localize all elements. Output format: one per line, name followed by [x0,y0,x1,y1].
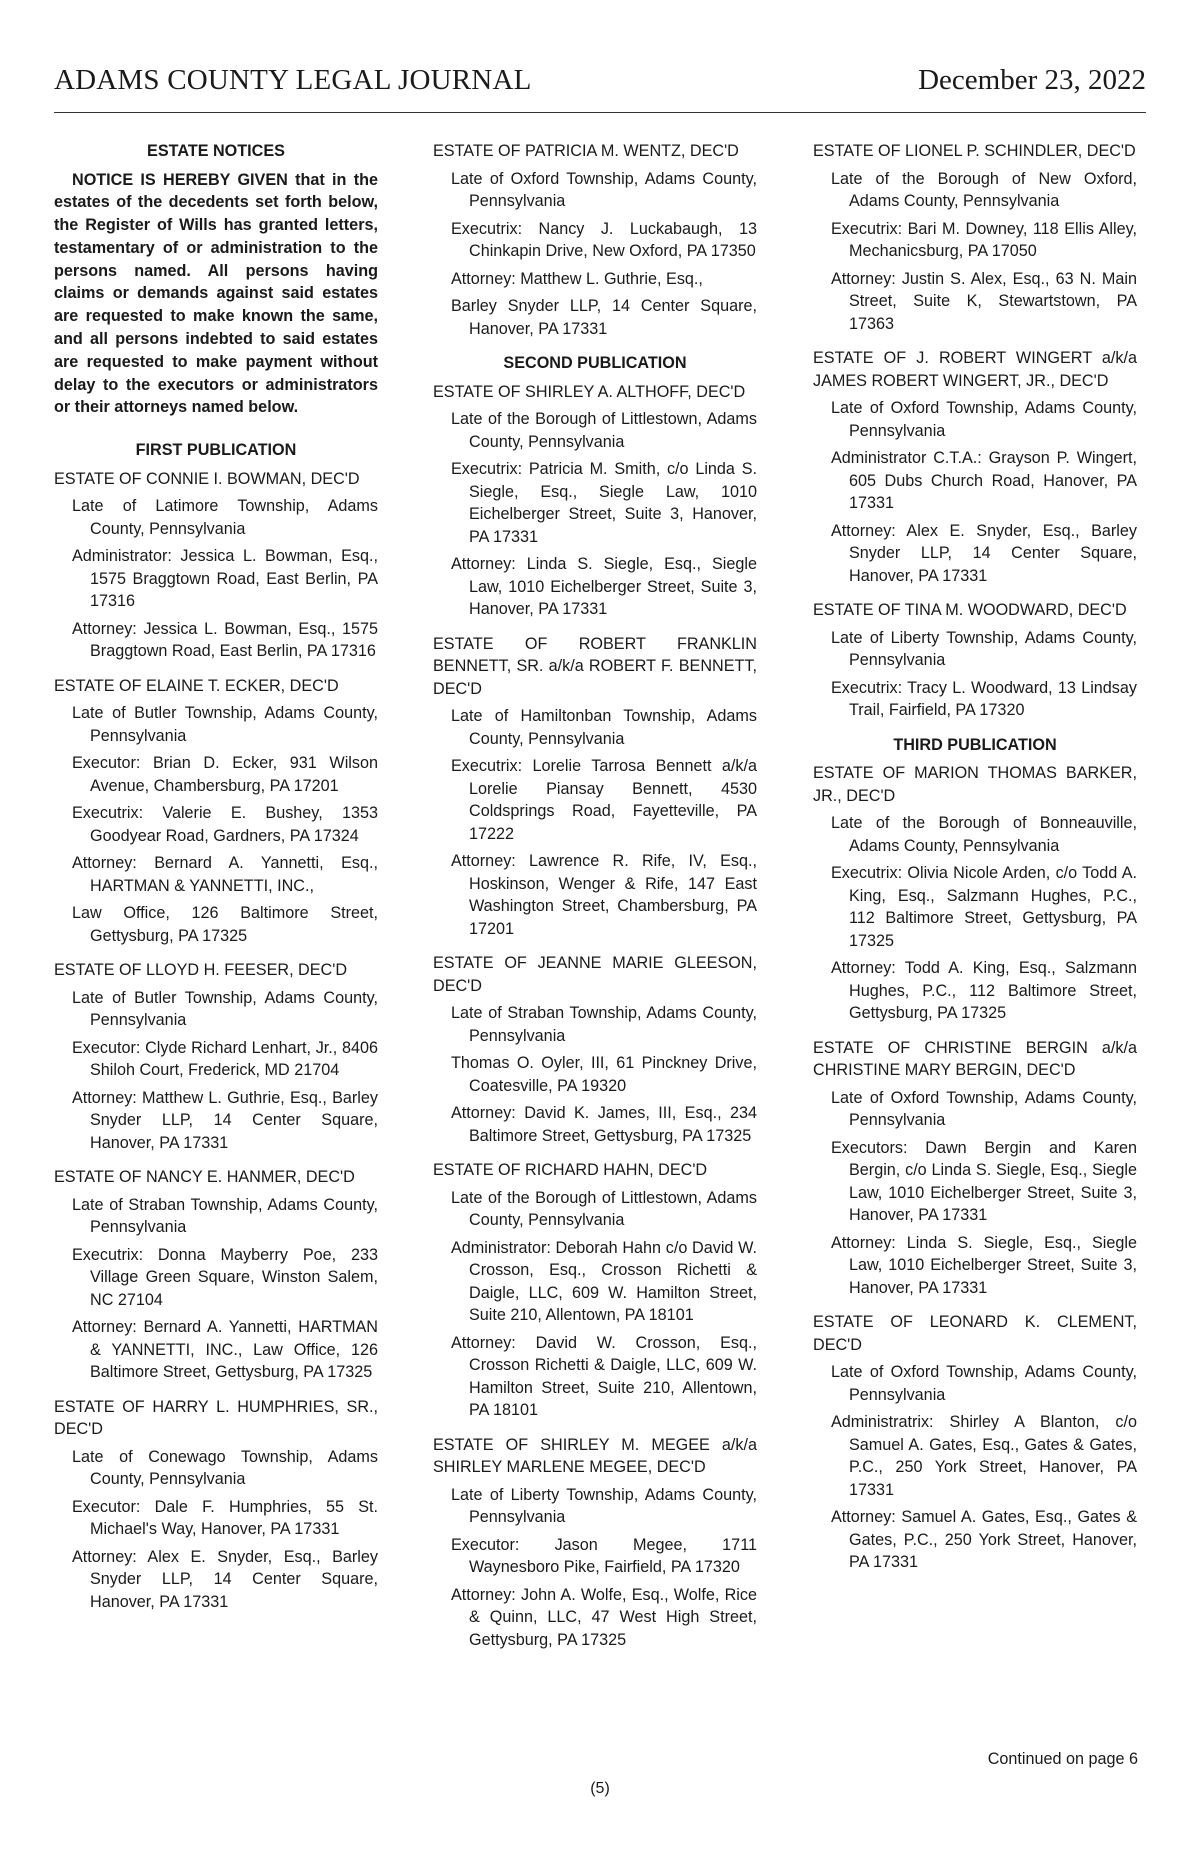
estate-name: ESTATE OF ROBERT FRANKLIN BENNETT, SR. a/k/a ROBERT F. BENNETT, DEC'D [433,634,757,698]
estate-detail: Attorney: Matthew L. Guthrie, Esq., [451,269,703,288]
estate-detail: Executor: Clyde Richard Lenhart, Jr., 8406 Shiloh Court, Frederick, MD 21704 [72,1038,378,1080]
estate-name: ESTATE OF RICHARD HAHN, DEC'D [433,1161,708,1179]
estate-detail: Late of Butler Township, Adams County, Pennsylvania [72,704,378,745]
estate-name: ESTATE OF NANCY E. HANMER, DEC'D [54,1168,355,1187]
estate-notice [54,1166,378,1384]
estate-detail: Attorney: Lawrence R. Rife, IV, Esq., Hoskinson, Wenger & Rife, 147 East Washington Street, Chambersburg, PA 17201 [451,852,757,938]
estate-detail: Administrator: Deborah Hahn c/o David W. Crosson, Esq., Crosson Richetti & Daigle, LLC, 609 W. Hamilton Street, Suite 210, Allentown, PA 18101 [451,1238,757,1324]
estate-detail: Executor: Brian D. Ecker, 931 Wilson Avenue, Chambersburg, PA 17201 [72,754,378,795]
estate-notice [433,952,757,1147]
estate-detail: Executor: Jason Megee, 1711 Waynesboro Pike, Fairfield, PA 17320 [451,1535,757,1576]
estate-detail: Administrator: Jessica L. Bowman, Esq., 1575 Braggtown Road, East Berlin, PA 17316 [72,547,378,611]
journal-title: ADAMS COUNTY LEGAL JOURNAL [54,64,532,96]
publication-heading: FIRST PUBLICATION [135,441,297,460]
estate-detail: Late of Conewago Township, Adams County, Pennsylvania [72,1447,378,1489]
column-2 [433,140,757,1663]
estate-detail: Attorney: Jessica L. Bowman, Esq., 1575 Braggtown Road, East Berlin, PA 17316 [72,619,378,661]
notices-heading: ESTATE NOTICES [147,142,285,160]
estate-detail: Attorney: John A. Wolfe, Esq., Wolfe, Rice & Quinn, LLC, 47 West High Street, Gettysburg, PA 17325 [451,1585,757,1649]
estate-name: ESTATE OF JEANNE MARIE GLEESON, DEC'D [433,954,757,995]
estate-notice [433,140,757,340]
estate-name: ESTATE OF LEONARD K. CLEMENT, DEC'D [813,1313,1137,1354]
page-number: (5) [590,1780,610,1797]
estate-detail: Attorney: Bernard A. Yannetti, HARTMAN & YANNETTI, INC., Law Office, 126 Baltimore Street, Gettysburg, PA 17325 [72,1318,378,1382]
column-1 [54,140,378,1625]
estate-name: ESTATE OF LLOYD H. FEESER, DEC'D [54,961,348,980]
notices-intro: NOTICE IS HEREBY GIVEN that in the estates of the decedents set forth below, the Register of Wills has granted letters, testamentary of or administration to the persons named. All persons having claims or demands against said estates are requested to make known the same, and all persons indebted to said estates are requested to make payment without delay to the executors or administrators or their attorneys named below. [54,170,378,417]
estate-detail: Late of the Borough of Littlestown, Adams County, Pennsylvania [451,410,757,451]
estate-detail: Late of Oxford Township, Adams County, Pennsylvania [831,1088,1137,1129]
estate-detail: Executrix: Bari M. Downey, 118 Ellis Alley, Mechanicsburg, PA 17050 [831,219,1137,260]
column-3 [813,140,1137,1586]
estate-name: ESTATE OF MARION THOMAS BARKER, JR., DEC'D [813,764,1137,805]
estate-detail: Attorney: Todd A. King, Esq., Salzmann Hughes, P.C., 112 Baltimore Street, Gettysburg, PA 17325 [831,959,1137,1022]
estate-detail: Executrix: Tracy L. Woodward, 13 Lindsay Trail, Fairfield, PA 17320 [831,678,1137,719]
estate-notice [433,633,757,941]
estate-notice [813,1311,1137,1574]
estate-detail: Administrator C.T.A.: Grayson P. Wingert, 605 Dubs Church Road, Hanover, PA 17331 [831,449,1137,512]
estate-detail: Attorney: David K. James, III, Esq., 234 Baltimore Street, Gettysburg, PA 17325 [451,1104,757,1145]
estate-notice [54,959,378,1154]
estate-detail: Attorney: David W. Crosson, Esq., Crosson Richetti & Daigle, LLC, 609 W. Hamilton Street, Suite 210, Allentown, PA 18101 [451,1333,757,1419]
estate-name: ESTATE OF HARRY L. HUMPHRIES, SR., DEC'D [54,1397,378,1439]
estate-detail: Barley Snyder LLP, 14 Center Square, Hanover, PA 17331 [451,297,757,338]
estate-detail: Late of the Borough of Littlestown, Adams County, Pennsylvania [451,1188,757,1229]
estate-detail: Executrix: Donna Mayberry Poe, 233 Village Green Square, Winston Salem, NC 27104 [72,1245,378,1309]
estate-detail: Late of Latimore Township, Adams County, Pennsylvania [72,497,378,538]
estate-detail: Late of Liberty Township, Adams County, Pennsylvania [831,628,1137,669]
estate-detail: Attorney: Alex E. Snyder, Esq., Barley Snyder LLP, 14 Center Square, Hanover, PA 17331 [831,521,1137,585]
estate-detail: Executors: Dawn Bergin and Karen Bergin, c/o Linda S. Siegle, Esq., Siegle Law, 1010 Eichelberger Street, Suite 3, Hanover, PA 17331 [831,1138,1137,1224]
estate-name: ESTATE OF SHIRLEY M. MEGEE a/k/a SHIRLEY MARLENE MEGEE, DEC'D [433,1435,757,1476]
estate-detail: Late of Straban Township, Adams County, Pennsylvania [451,1004,757,1045]
estate-name: ESTATE OF CHRISTINE BERGIN a/k/a CHRISTINE MARY BERGIN, DEC'D [813,1038,1137,1079]
estate-detail: Late of Oxford Township, Adams County, Pennsylvania [831,399,1137,440]
estate-detail: Late of Straban Township, Adams County, Pennsylvania [72,1195,378,1237]
estate-notice [813,347,1137,587]
estate-notice [813,1037,1137,1300]
estate-detail: Late of Hamiltonban Township, Adams County, Pennsylvania [451,707,757,748]
estate-detail: Attorney: Samuel A. Gates, Esq., Gates & Gates, P.C., 250 York Street, Hanover, PA 17331 [831,1508,1137,1571]
estate-detail: Executrix: Olivia Nicole Arden, c/o Todd A. King, Esq., Salzmann Hughes, P.C., 112 Baltimore Street, Gettysburg, PA 17325 [831,864,1137,950]
estate-detail: Late of Oxford Township, Adams County, Pennsylvania [831,1363,1137,1404]
estate-notice [433,381,757,621]
estate-name: ESTATE OF SHIRLEY A. ALTHOFF, DEC'D [433,382,746,401]
estate-notice [813,762,1137,1025]
continued-note: Continued on page 6 [987,1750,1138,1768]
estate-detail: Executrix: Lorelie Tarrosa Bennett a/k/a Lorelie Piansay Bennett, 4530 Coldsprings Road, Fayetteville, PA 17222 [451,757,757,843]
estate-detail: Executrix: Valerie E. Bushey, 1353 Goodyear Road, Gardners, PA 17324 [72,804,378,845]
estate-notice [54,675,378,948]
estate-name: ESTATE OF J. ROBERT WINGERT a/k/a JAMES ROBERT WINGERT, JR., DEC'D [813,349,1137,390]
estate-detail: Executrix: Nancy J. Luckabaugh, 13 Chinkapin Drive, New Oxford, PA 17350 [451,219,757,260]
estate-detail: Thomas O. Oyler, III, 61 Pinckney Drive, Coatesville, PA 19320 [451,1054,757,1095]
estate-detail: Attorney: Alex E. Snyder, Esq., Barley Snyder LLP, 14 Center Square, Hanover, PA 17331 [72,1547,378,1611]
estate-detail: Executrix: Patricia M. Smith, c/o Linda S. Siegle, Esq., Siegle Law, 1010 Eichelberger Street, Suite 3, Hanover, PA 17331 [451,460,757,546]
estate-detail: Law Office, 126 Baltimore Street, Gettysburg, PA 17325 [72,904,378,945]
estate-detail: Attorney: Bernard A. Yannetti, Esq., HARTMAN & YANNETTI, INC., [72,854,378,895]
publication-heading: SECOND PUBLICATION [503,354,687,372]
estate-detail: Late of Oxford Township, Adams County, Pennsylvania [451,169,757,210]
estate-name: ESTATE OF CONNIE I. BOWMAN, DEC'D [54,469,360,488]
estate-name: ESTATE OF LIONEL P. SCHINDLER, DEC'D [813,142,1136,160]
estate-detail: Attorney: Matthew L. Guthrie, Esq., Barley Snyder LLP, 14 Center Square, Hanover, PA 17331 [72,1088,378,1152]
estate-detail: Late of the Borough of Bonneauville, Adams County, Pennsylvania [831,814,1137,855]
estate-detail: Executor: Dale F. Humphries, 55 St. Michael's Way, Hanover, PA 17331 [72,1497,378,1539]
estate-detail: Late of Butler Township, Adams County, Pennsylvania [72,988,378,1030]
estate-detail: Attorney: Linda S. Siegle, Esq., Siegle Law, 1010 Eichelberger Street, Suite 3, Hanover, PA 17331 [451,555,757,618]
estate-detail: Attorney: Justin S. Alex, Esq., 63 N. Main Street, Suite K, Stewartstown, PA 17363 [831,269,1137,333]
issue-date: December 23, 2022 [918,64,1146,96]
estate-notice [813,140,1137,335]
journal-header [54,62,1146,113]
estate-name: ESTATE OF PATRICIA M. WENTZ, DEC'D [433,142,739,160]
estate-notice [54,468,378,663]
estate-name: ESTATE OF ELAINE T. ECKER, DEC'D [54,676,339,695]
estate-notice [813,599,1137,722]
estate-detail: Administratrix: Shirley A Blanton, c/o Samuel A. Gates, Esq., Gates & Gates, P.C., 250 York Street, Hanover, PA 17331 [831,1413,1137,1499]
estate-detail: Attorney: Linda S. Siegle, Esq., Siegle Law, 1010 Eichelberger Street, Suite 3, Hanover, PA 17331 [831,1233,1137,1297]
estate-name: ESTATE OF TINA M. WOODWARD, DEC'D [813,601,1127,619]
publication-heading: THIRD PUBLICATION [893,735,1057,754]
estate-notice [54,1396,378,1614]
estate-detail: Late of Liberty Township, Adams County, Pennsylvania [451,1485,757,1526]
estate-detail: Late of the Borough of New Oxford, Adams County, Pennsylvania [831,169,1137,210]
estate-notice [433,1159,757,1422]
estate-notice [433,1434,757,1652]
